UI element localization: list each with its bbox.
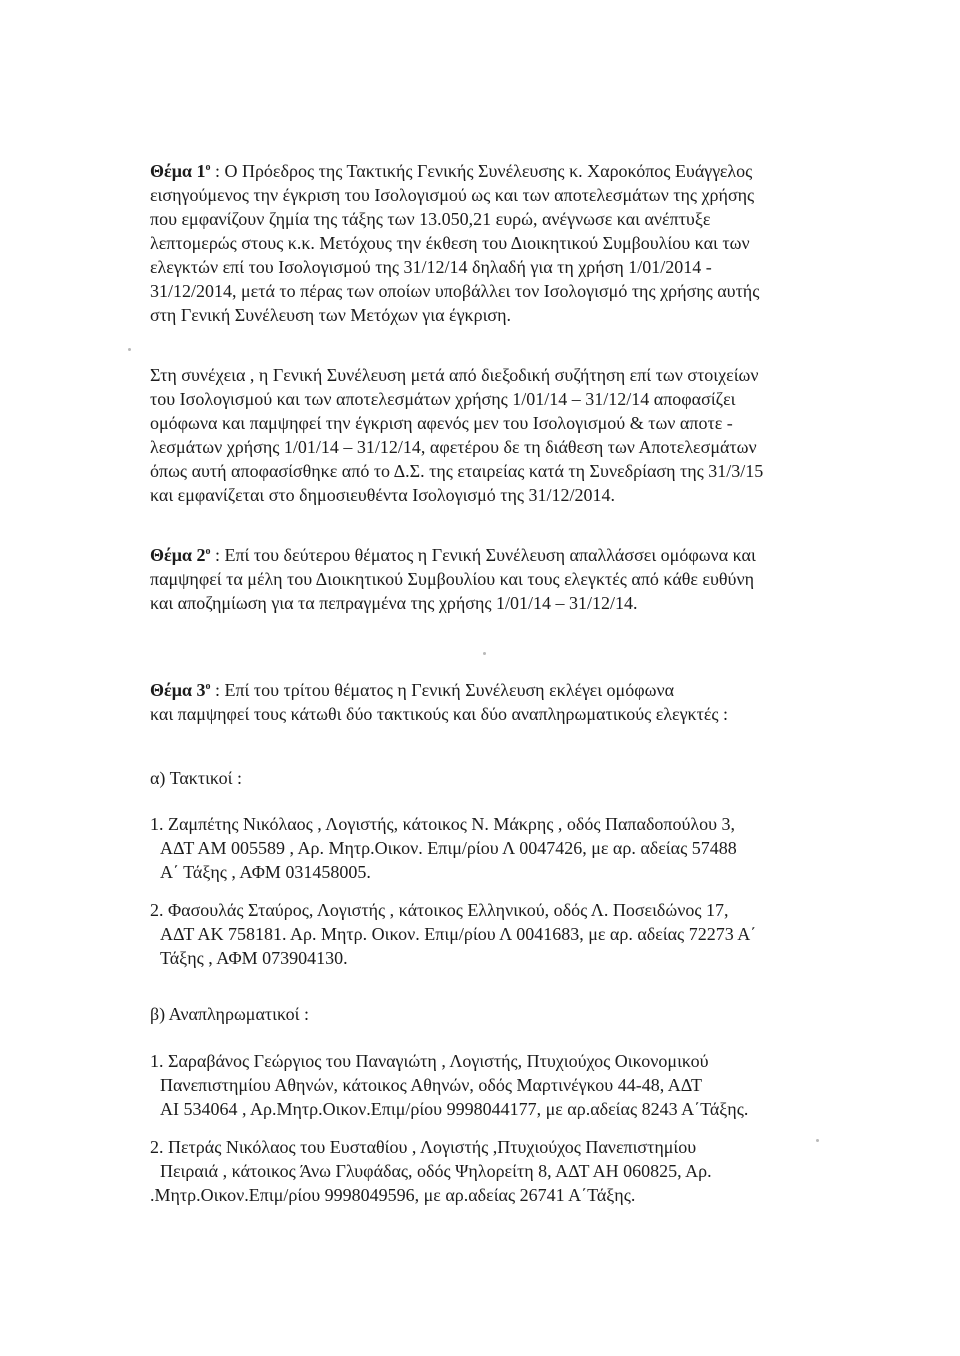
topic-2-line-2: παμψηφεί τα μέλη του Διοικητικού Συμβουλίου και τους ελεγκτές από κάθε ευθύνη xyxy=(150,569,754,589)
regular-heading-text: α) Τακτικοί : xyxy=(150,768,242,788)
topic-2-paragraph xyxy=(150,543,810,615)
topic-2-text: : Επί του δεύτερου θέματος η Γενική Συνέλευση απαλλάσσει ομόφωνα και xyxy=(210,545,756,565)
topic-1-line-6: 31/12/2014, μετά το πέρας των οποίων υποβάλλει τον Ισολογισμό της χρήσης αυτής xyxy=(150,281,760,301)
regular-2-line-1: 2. Φασουλάς Σταύρος, Λογιστής , κάτοικος Ελληνικού, οδός Λ. Ποσειδώνος 17, xyxy=(150,900,729,920)
substitute-auditor-1 xyxy=(150,1049,810,1121)
substitute-heading-text: β) Αναπληρωματικοί : xyxy=(150,1004,309,1024)
regular-1-line-1: 1. Ζαμπέτης Νικόλαος , Λογιστής, κάτοικος Ν. Μάκρης , οδός Παπαδοπούλου 3, xyxy=(150,814,736,834)
topic-1-line-5: ελεγκτών επί του Ισολογισμού της 31/12/14 δηλαδή για τη χρήση 1/01/2014 - xyxy=(150,257,712,277)
topic-3-ordinal: ο xyxy=(205,681,211,692)
substitute-1-line-1: 1. Σαραβάνος Γεώργιος του Παναγιώτη , Λογιστής, Πτυχιούχος Οικονομικού xyxy=(150,1051,709,1071)
topic-3-label: Θέμα 3 xyxy=(150,680,206,700)
topic-1-line-4: λεπτομερώς στους κ.κ. Μετόχους την έκθεση του Διοικητικού Συμβουλίου και των xyxy=(150,233,750,253)
topic-3-paragraph xyxy=(150,678,810,726)
topic-1-line-1 xyxy=(150,159,810,183)
resolution-paragraph xyxy=(150,363,810,507)
topic-1-label: Θέμα 1 xyxy=(150,161,206,181)
resolution-line-4: λεσμάτων χρήσης 1/01/14 – 31/12/14, αφετέρου δε τη διάθεση των Αποτελεσμάτων xyxy=(150,437,757,457)
topic-3-line-1 xyxy=(150,678,810,702)
scan-speck xyxy=(816,1139,819,1142)
substitute-1-line-2: Πανεπιστημίου Αθηνών, κάτοικος Αθηνών, οδός Μαρτινέγκου 44-48, ΑΔΤ xyxy=(160,1075,703,1095)
topic-1-paragraph xyxy=(150,159,810,327)
substitute-auditors-heading xyxy=(150,1002,810,1026)
topic-1-line-3: που εμφανίζουν ζημία της τάξης των 13.050,21 ευρώ, ανέγνωσε και ανέπτυξε xyxy=(150,209,711,229)
resolution-line-3: ομόφωνα και παμψηφεί την έγκριση αφενός μεν του Ισολογισμού & των αποτε - xyxy=(150,413,733,433)
regular-1-line-3: Α΄ Τάξης , ΑΦΜ 031458005. xyxy=(160,862,371,882)
resolution-line-1: Στη συνέχεια , η Γενική Συνέλευση μετά από διεξοδική συζήτηση επί των στοιχείων xyxy=(150,365,759,385)
resolution-line-6: και εμφανίζεται στο δημοσιευθέντα Ισολογισμό της 31/12/2014. xyxy=(150,485,616,505)
regular-auditor-2 xyxy=(150,898,810,970)
regular-1-line-2: ΑΔΤ ΑΜ 005589 , Αρ. Μητρ.Οικον. Επιμ/ρίου Λ 0047426, με αρ. αδείας 57488 xyxy=(160,838,737,858)
substitute-2-line-2: Πειραιά , κάτοικος Άνω Γλυφάδας, οδός Ψηλορείτη 8, ΑΔΤ ΑΗ 060825, Αρ. xyxy=(160,1161,712,1181)
topic-3-line-2: και παμψηφεί τους κάτωθι δύο τακτικούς και δύο αναπληρωματικούς ελεγκτές : xyxy=(150,704,729,724)
regular-auditor-1 xyxy=(150,812,810,884)
substitute-1-line-3: ΑΙ 534064 , Αρ.Μητρ.Οικον.Επιμ/ρίου 9998044177, με αρ.αδείας 8243 Α΄Τάξης. xyxy=(160,1099,749,1119)
topic-2-line-1 xyxy=(150,543,810,567)
topic-1-text: : Ο Πρόεδρος της Τακτικής Γενικής Συνέλευσης κ. Χαροκόπος Ευάγγελος xyxy=(210,161,753,181)
topic-2-line-3: και αποζημίωση για τα πεπραγμένα της χρήσης 1/01/14 – 31/12/14. xyxy=(150,593,638,613)
topic-3-text: : Επί του τρίτου θέματος η Γενική Συνέλευση εκλέγει ομόφωνα xyxy=(210,680,675,700)
substitute-2-line-3: .Μητρ.Οικον.Επιμ/ρίου 9998049596, με αρ.αδείας 26741 Α΄Τάξης. xyxy=(150,1185,636,1205)
resolution-line-2: του Ισολογισμού και των αποτελεσμάτων χρήσης 1/01/14 – 31/12/14 αποφασίζει xyxy=(150,389,736,409)
scan-speck xyxy=(128,348,131,351)
substitute-2-line-1: 2. Πετράς Νικόλαος του Ευσταθίου , Λογιστής ,Πτυχιούχος Πανεπιστημίου xyxy=(150,1137,697,1157)
substitute-auditor-2 xyxy=(150,1135,810,1207)
regular-auditors-heading xyxy=(150,766,810,790)
regular-2-line-2: ΑΔΤ ΑΚ 758181. Αρ. Μητρ. Οικον. Επιμ/ρίου Λ 0041683, με αρ. αδείας 72273 Α΄ xyxy=(160,924,757,944)
topic-2-ordinal: ο xyxy=(205,546,211,557)
resolution-line-5: όπως αυτή αποφασίσθηκε από το Δ.Σ. της εταιρείας κατά τη Συνεδρίαση της 31/3/15 xyxy=(150,461,764,481)
topic-1-line-7: στη Γενική Συνέλευση των Μετόχων για έγκριση. xyxy=(150,305,512,325)
topic-1-line-2: εισηγούμενος την έγκριση του Ισολογισμού ως και των αποτελεσμάτων της χρήσης xyxy=(150,185,755,205)
topic-1-ordinal: ο xyxy=(205,162,211,173)
topic-2-label: Θέμα 2 xyxy=(150,545,206,565)
scan-speck xyxy=(483,652,486,655)
regular-2-line-3: Τάξης , ΑΦΜ 073904130. xyxy=(160,948,348,968)
